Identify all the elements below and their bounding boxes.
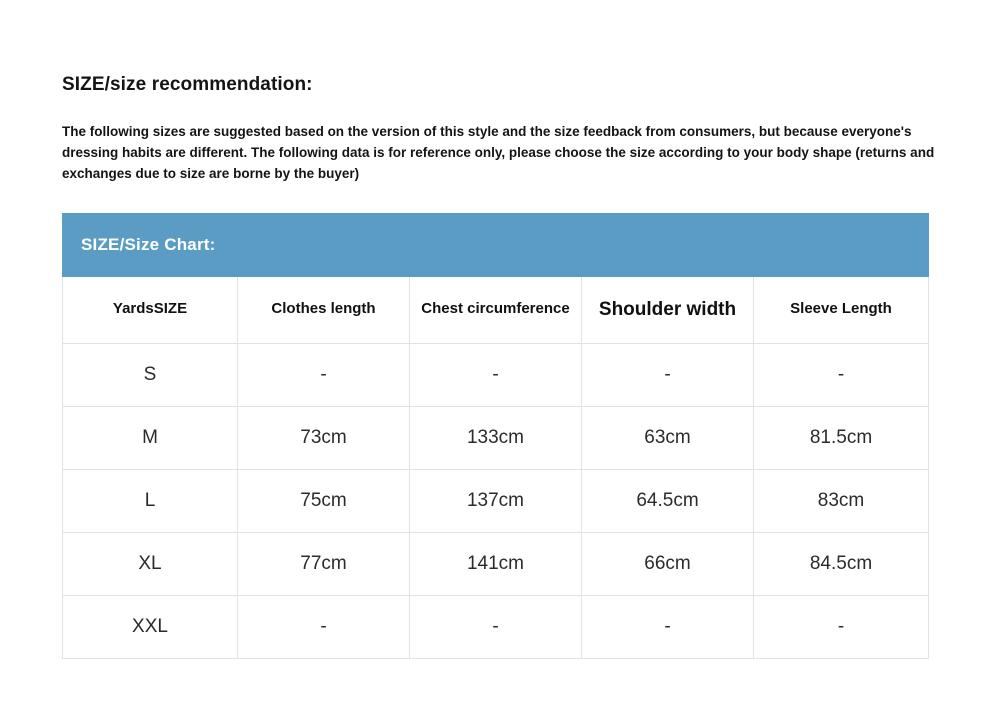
cell-clothes-length: 77cm bbox=[238, 532, 410, 595]
column-header-shoulder-width-label: Shoulder width bbox=[598, 298, 737, 320]
cell-shoulder-width: - bbox=[582, 595, 754, 658]
cell-shoulder-width: 66cm bbox=[582, 532, 754, 595]
cell-sleeve-length: - bbox=[754, 343, 929, 406]
cell-shoulder-width: - bbox=[582, 343, 754, 406]
cell-sleeve-length: 81.5cm bbox=[754, 406, 929, 469]
table-row bbox=[63, 406, 929, 469]
column-header-chest-circumference-label: Chest circumference bbox=[421, 300, 570, 318]
cell-clothes-length: - bbox=[238, 595, 410, 658]
cell-size: L bbox=[63, 469, 238, 532]
cell-chest-circumference: 141cm bbox=[410, 532, 582, 595]
size-chart-table bbox=[62, 213, 929, 659]
cell-sleeve-length: 83cm bbox=[754, 469, 929, 532]
cell-size: XL bbox=[63, 532, 238, 595]
page-title: SIZE/size recommendation: bbox=[62, 74, 313, 95]
table-banner-row bbox=[63, 213, 929, 276]
banner-cell bbox=[63, 213, 929, 276]
cell-chest-circumference: 133cm bbox=[410, 406, 582, 469]
cell-sleeve-length: 84.5cm bbox=[754, 532, 929, 595]
cell-shoulder-width: 63cm bbox=[582, 406, 754, 469]
table-header-row bbox=[63, 276, 929, 343]
cell-sleeve-length: - bbox=[754, 595, 929, 658]
column-header-sleeve-length bbox=[754, 276, 929, 343]
cell-clothes-length: 73cm bbox=[238, 406, 410, 469]
cell-size: S bbox=[63, 343, 238, 406]
column-header-sleeve-length-label: Sleeve Length bbox=[790, 300, 892, 318]
table-row bbox=[63, 343, 929, 406]
cell-clothes-length: - bbox=[238, 343, 410, 406]
cell-chest-circumference: - bbox=[410, 595, 582, 658]
table-row bbox=[63, 469, 929, 532]
banner-title: SIZE/Size Chart: bbox=[81, 234, 216, 254]
size-chart-table-wrapper bbox=[62, 213, 928, 659]
cell-chest-circumference: 137cm bbox=[410, 469, 582, 532]
cell-size: XXL bbox=[63, 595, 238, 658]
column-header-clothes-length bbox=[238, 276, 410, 343]
column-header-chest-circumference bbox=[410, 276, 582, 343]
column-header-shoulder-width bbox=[582, 276, 754, 343]
cell-clothes-length: 75cm bbox=[238, 469, 410, 532]
table-row bbox=[63, 532, 929, 595]
cell-size: M bbox=[63, 406, 238, 469]
cell-chest-circumference: - bbox=[410, 343, 582, 406]
column-header-size bbox=[63, 276, 238, 343]
column-header-clothes-length-label: Clothes length bbox=[271, 300, 376, 318]
table-row bbox=[63, 595, 929, 658]
column-header-size-label: YardsSIZE bbox=[112, 300, 188, 318]
cell-shoulder-width: 64.5cm bbox=[582, 469, 754, 532]
intro-paragraph: The following sizes are suggested based on the version of this style and the size feedback from consumers, but because everyone's dressing habits are different. The following data is for reference only, please choose the size according to your body shape (returns and exchanges due to size are borne by the buyer) bbox=[62, 124, 935, 181]
